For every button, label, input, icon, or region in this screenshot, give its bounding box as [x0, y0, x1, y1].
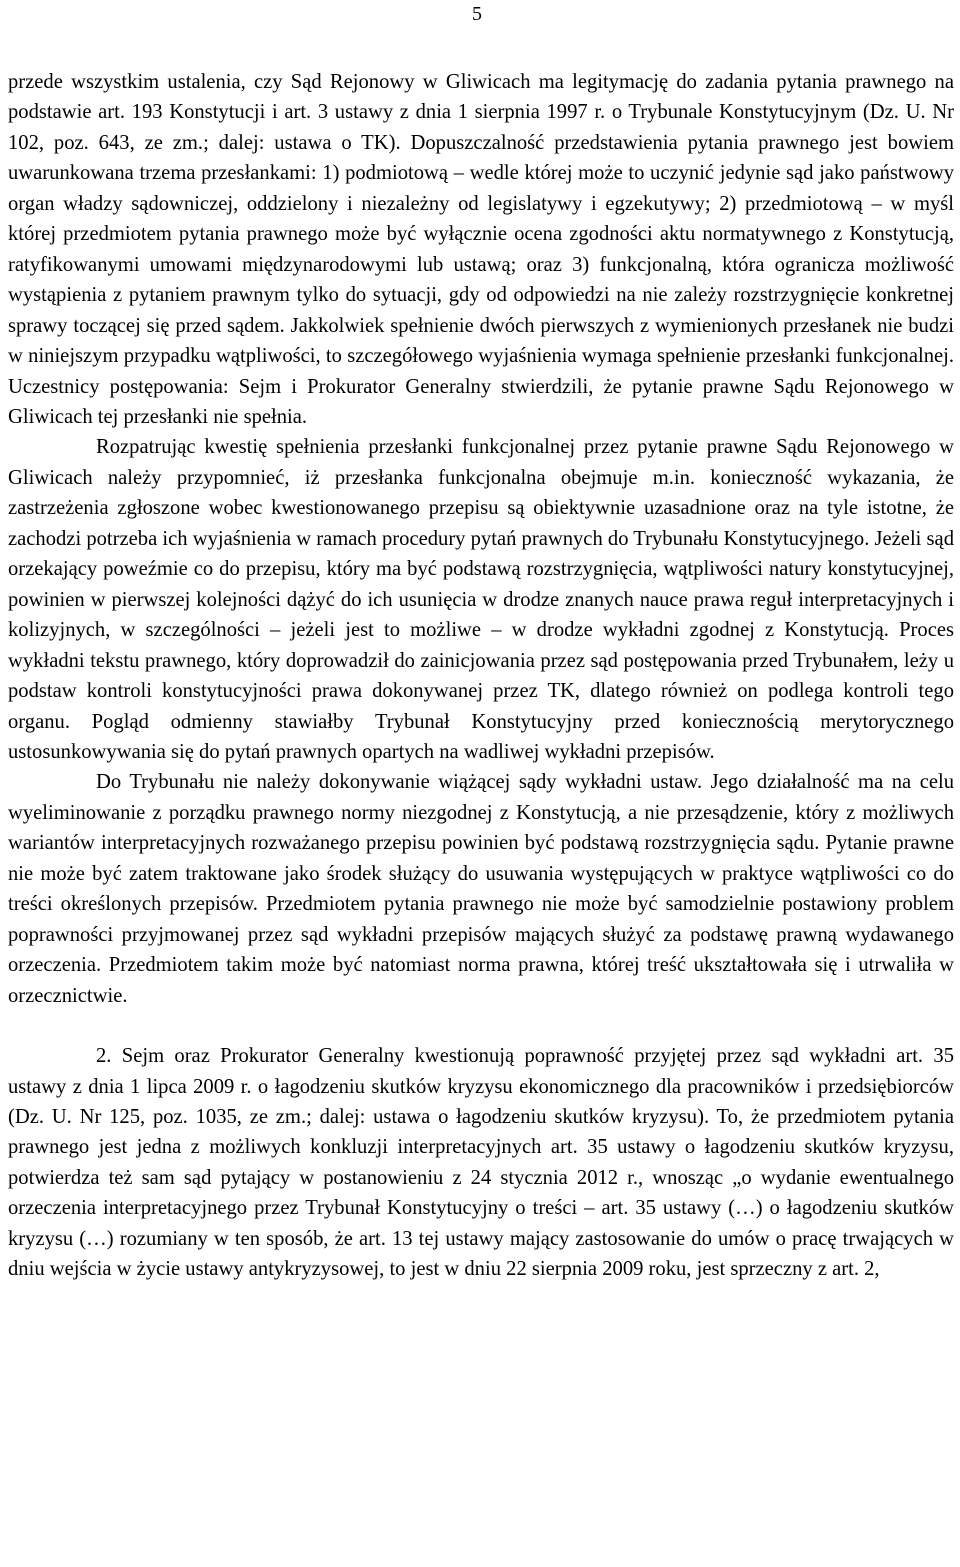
document-body — [8, 67, 954, 1285]
paragraph-1: przede wszystkim ustalenia, czy Sąd Rejonowy w Gliwicach ma legitymację do zadania pytania prawnego na podstawie art. 193 Konstytucji i art. 3 ustawy z dnia 1 sierpnia 1997 r. o Trybunale Konstytucyjnym (Dz. U. Nr 102, poz. 643, ze zm.; dalej: ustawa o TK). Dopuszczalność przedstawienia pytania prawnego jest bowiem uwarunkowana trzema przesłankami: 1) podmiotową – wedle której może to uczynić jedynie sąd jako państwowy organ władzy sądowniczej, oddzielony i niezależny od legislatywy i egzekutywy; 2) przedmiotową – w myśl której przedmiotem pytania prawnego może być wyłącznie ocena zgodności aktu normatywnego z Konstytucją, ratyfikowanymi umowami międzynarodowymi lub ustawą; oraz 3) funkcjonalną, która ogranicza możliwość wystąpienia z pytaniem prawnym tylko do sytuacji, gdy od odpowiedzi na nie zależy rozstrzygnięcie konkretnej sprawy toczącej się przed sądem. Jakkolwiek spełnienie dwóch pierwszych z wymienionych przesłanek nie budzi w niniejszym przypadku wątpliwości, to szczegółowego wyjaśnienia wymaga spełnienie przesłanki funkcjonalnej. Uczestnicy postępowania: Sejm i Prokurator Generalny stwierdzili, że pytanie prawne Sądu Rejonowego w Gliwicach tej przesłanki nie spełnia. — [8, 71, 954, 428]
section-gap — [8, 1011, 954, 1041]
page-number: 5 — [472, 3, 482, 25]
paragraph-4: 2. Sejm oraz Prokurator Generalny kwestionują poprawność przyjętej przez sąd wykładni art. 35 ustawy z dnia 1 lipca 2009 r. o łagodzeniu skutków kryzysu ekonomicznego dla pracowników i przedsiębiorców (Dz. U. Nr 125, poz. 1035, ze zm.; dalej: ustawa o łagodzeniu skutków kryzysu). To, że przedmiotem pytania prawnego jest jedna z możliwych konkluzji interpretacyjnych art. 35 ustawy o łagodzeniu skutków kryzysu, potwierdza też sam sąd pytający w postanowieniu z 24 stycznia 2012 r., wnosząc „o wydanie ewentualnego orzeczenia interpretacyjnego przez Trybunał Konstytucyjny o treści – art. 35 ustawy (…) o łagodzeniu skutków kryzysu (…) rozumiany w ten sposób, że art. 13 tej ustawy mający zastosowanie do umów o pracę trwających w dniu wejścia w życie ustawy antykryzysowej, to jest w dniu 22 sierpnia 2009 roku, jest sprzeczny z art. 2, — [8, 1045, 954, 1281]
paragraph-3: Do Trybunału nie należy dokonywanie wiążącej sądy wykładni ustaw. Jego działalność ma na celu wyeliminowanie z porządku prawnego normy niezgodnej z Konstytucją, a nie przesądzenie, który z możliwych wariantów interpretacyjnych rozważanego przepisu powinien być podstawą rozstrzygnięcia sądu. Pytanie prawne nie może być zatem traktowane jako środek służący do usuwania występujących w praktyce wątpliwości co do treści określonych przepisów. Przedmiotem pytania prawnego nie może być samodzielnie postawiony problem poprawności przyjmowanej przez sąd wykładni przepisów mających służyć za podstawę prawną wydawanego orzeczenia. Przedmiotem takim może być natomiast norma prawna, której treść ukształtowała się i utrwaliła w orzecznictwie. — [8, 771, 954, 1007]
paragraph-2: Rozpatrując kwestię spełnienia przesłanki funkcjonalnej przez pytanie prawne Sądu Rejonowego w Gliwicach należy przypomnieć, iż przesłanka funkcjonalna obejmuje m.in. konieczność wykazania, że zastrzeżenia zgłoszone wobec kwestionowanego przepisu są obiektywnie uzasadnione oraz na tyle istotne, że zachodzi potrzeba ich wyjaśnienia w ramach procedury pytań prawnych do Trybunału Konstytucyjnego. Jeżeli sąd orzekający poweźmie co do przepisu, który ma być podstawą rozstrzygnięcia, wątpliwości natury konstytucyjnej, powinien w pierwszej kolejności dążyć do ich usunięcia w drodze znanych nauce prawa reguł interpretacyjnych i kolizyjnych, w szczególności – jeżeli jest to możliwe – w drodze wykładni zgodnej z Konstytucją. Proces wykładni tekstu prawnego, który doprowadził do zainicjowania przez sąd postępowania przed Trybunałem, leży u podstaw kontroli konstytucyjności prawa dokonywanej przez TK, dlatego również on podlega kontroli tego organu. Pogląd odmienny stawiałby Trybunał Konstytucyjny przed koniecznością merytorycznego ustosunkowywania się do pytań prawnych opartych na wadliwej wykładni przepisów. — [8, 436, 954, 763]
